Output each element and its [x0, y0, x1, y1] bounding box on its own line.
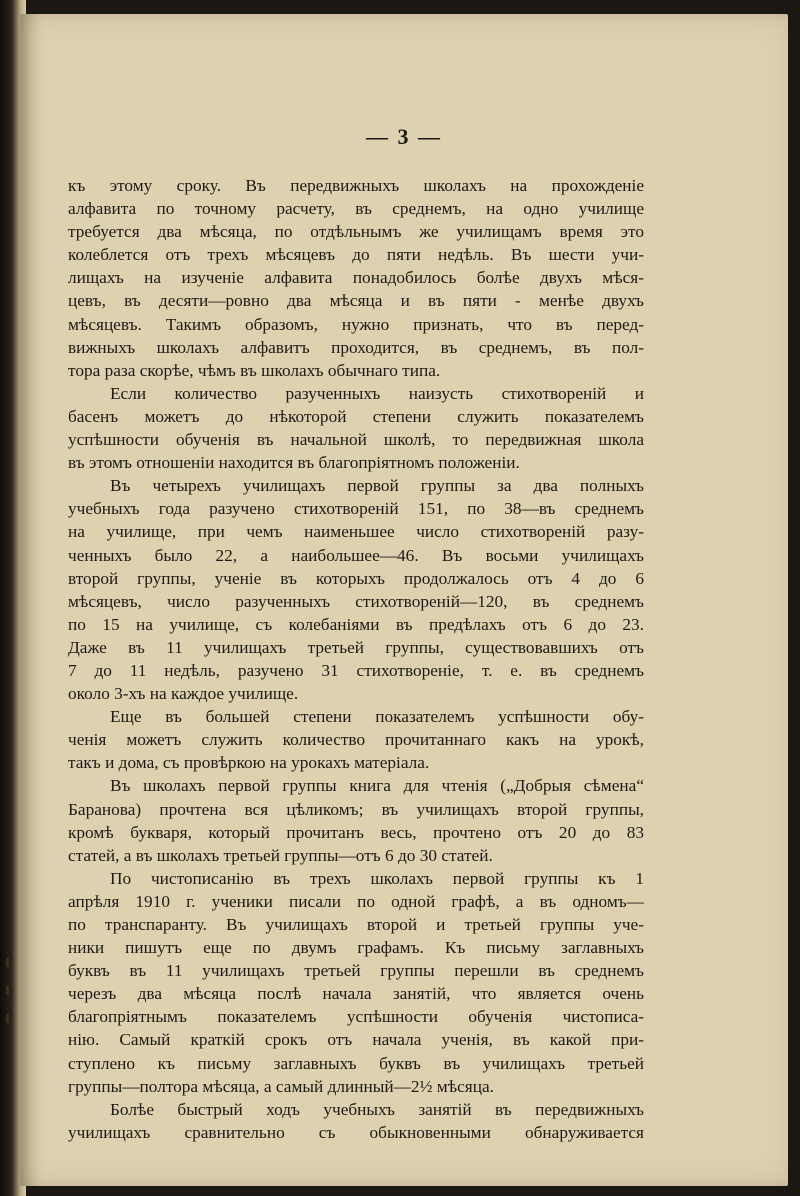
text-line: Въ школахъ первой группы книга для чтенія („Добрыя сѣмена“: [110, 776, 644, 796]
text-line: статей, а въ школахъ третьей группы—отъ 6 до 30 статей.: [68, 845, 493, 865]
text-line: около 3-хъ на каждое училище.: [68, 684, 299, 704]
text-line: Еще въ большей степени показателемъ успѣшности обу-: [110, 707, 644, 727]
edge-mark: [6, 986, 9, 995]
text-line: лищахъ на изученіе алфавита понадобилось болѣе двухъ мѣся-: [68, 268, 644, 288]
text-line: По чистописанію въ трехъ школахъ первой группы къ 1: [110, 868, 644, 888]
edge-mark: [6, 958, 9, 967]
body-text: [68, 174, 644, 1144]
text-line: учебныхъ года разучено стихотвореній 151, по 38—въ среднемъ: [68, 499, 644, 519]
text-line: Баранова) прочтена вся цѣликомъ; въ училищахъ второй группы,: [68, 799, 644, 819]
text-line: по 15 на училище, съ колебаніями въ предѣлахъ отъ 6 до 23.: [68, 614, 644, 634]
text-line: Даже въ 11 училищахъ третьей группы, существовавшихъ отъ: [68, 637, 644, 657]
text-line: мѣсяцевъ, число разученныхъ стихотвореній—120, въ среднемъ: [68, 591, 644, 611]
page-number: — 3 —: [366, 124, 442, 149]
text-line: благопріятнымъ показателемъ успѣшности обученія чистописа-: [68, 1007, 644, 1027]
text-line: буквъ въ 11 училищахъ третьей группы перешли въ среднемъ: [68, 961, 644, 981]
text-line: нію. Самый краткій срокъ отъ начала ученія, въ какой при-: [68, 1030, 644, 1050]
text-line: Если количество разученныхъ наизусть стихотвореній и: [110, 383, 644, 403]
text-line: басенъ можетъ до нѣкоторой степени служить показателемъ: [68, 406, 644, 426]
text-line: такъ и дома, съ провѣркою на урокахъ матеріала.: [68, 753, 430, 773]
text-line: второй группы, ученіе въ которыхъ продолжалось отъ 4 до 6: [68, 568, 644, 588]
text-line: ченныхъ было 22, а наибольшее—46. Въ восьми училищахъ: [68, 545, 644, 565]
text-line: вижныхъ школахъ алфавитъ проходится, въ среднемъ, въ пол-: [68, 337, 644, 357]
text-line: ступлено къ письму заглавныхъ буквъ въ училищахъ третьей: [68, 1053, 644, 1073]
text-line: 7 до 11 недѣль, разучено 31 стихотвореніе, т. е. въ среднемъ: [68, 660, 644, 680]
text-line: въ этомъ отношеніи находится въ благопріятномъ положеніи.: [68, 453, 520, 473]
text-line: Въ четырехъ училищахъ первой группы за два полныхъ: [110, 476, 644, 496]
text-line: кромѣ букваря, который прочитанъ весь, прочтено отъ 20 до 83: [68, 822, 644, 842]
text-line: колеблется отъ трехъ мѣсяцевъ до пяти недѣль. Въ шести учи-: [68, 245, 644, 265]
text-line: къ этому сроку. Въ передвижныхъ школахъ на прохожденіе: [68, 176, 644, 195]
text-line: цевъ, въ десяти—ровно два мѣсяца и въ пяти - менѣе двухъ: [68, 291, 644, 311]
text-line: училищахъ сравнительно съ обыкновенными обнаруживается: [68, 1122, 644, 1142]
text-line: группы—полтора мѣсяца, а самый длинный—2½ мѣсяца.: [68, 1076, 494, 1096]
text-line: алфавита по точному расчету, въ среднемъ, на одно училище: [68, 199, 644, 219]
text-line: ники пишутъ еще по двумъ графамъ. Къ письму заглавныхъ: [68, 938, 644, 958]
edge-mark: [6, 1014, 9, 1023]
text-line: мѣсяцевъ. Такимъ образомъ, нужно признать, что въ перед-: [68, 314, 644, 334]
document-page: [20, 14, 788, 1186]
text-line: на училище, при чемъ наименьшее число стихотвореній разу-: [68, 522, 644, 542]
text-line: успѣшности обученія въ начальной школѣ, то передвижная школа: [68, 430, 644, 450]
text-line: Болѣе быстрый ходъ учебныхъ занятій въ передвижныхъ: [110, 1099, 644, 1119]
text-line: апрѣля 1910 г. ученики писали по одной графѣ, а въ одномъ—: [68, 891, 644, 911]
text-line: тора раза скорѣе, чѣмъ въ школахъ обычнаго типа.: [68, 360, 441, 380]
text-line: по транспаранту. Въ училищахъ второй и третьей группы уче-: [68, 915, 644, 934]
text-line: ченія можетъ служить количество прочитаннаго какъ на урокѣ,: [68, 730, 644, 750]
text-line: черезъ два мѣсяца послѣ начала занятій, что является очень: [68, 984, 644, 1004]
text-line: требуется два мѣсяца, по отдѣльнымъ же училищамъ время это: [68, 222, 644, 242]
